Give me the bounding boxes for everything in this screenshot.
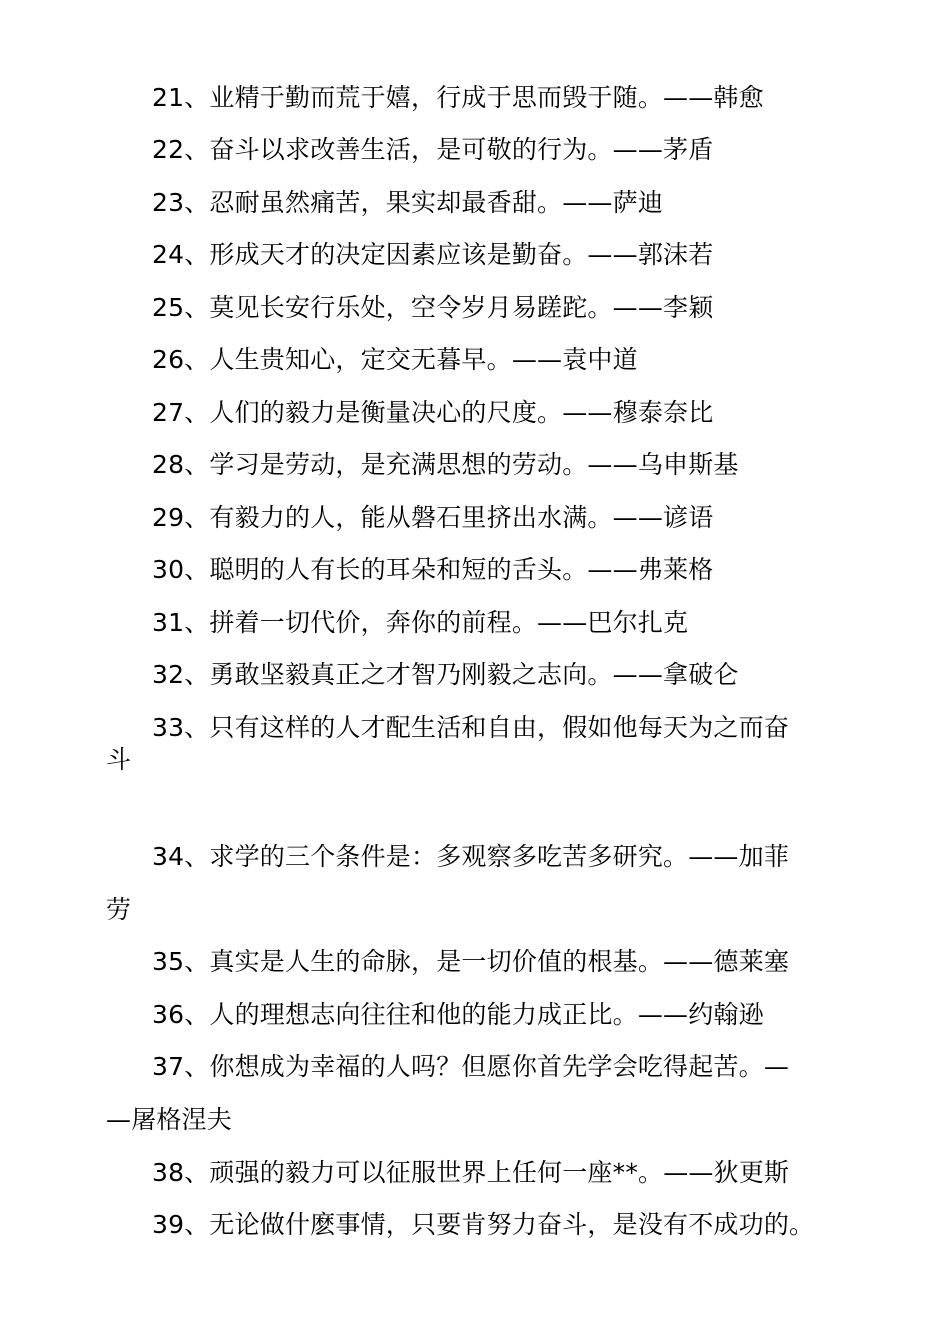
quote-24: 24、形成天才的决定因素应该是勤奋。——郭沫若 [152, 240, 714, 269]
quote-32: 32、勇敢坚毅真正之才智乃刚毅之志向。——拿破仑 [152, 660, 739, 689]
quote-34: 34、求学的三个条件是：多观察多吃苦多研究。——加菲 [152, 842, 790, 871]
quote-33: 33、只有这样的人才配生活和自由，假如他每天为之而奋 [152, 713, 790, 742]
quote-25: 25、莫见长安行乐处，空令岁月易蹉跎。——李颖 [152, 293, 714, 322]
quote-36: 36、人的理想志向往往和他的能力成正比。——约翰逊 [152, 1000, 764, 1029]
quote-39: 39、无论做什麽事情，只要肯努力奋斗，是没有不成功的。 [152, 1210, 815, 1239]
quote-28: 28、学习是劳动，是充满思想的劳动。——乌申斯基 [152, 450, 739, 479]
quote-27: 27、人们的毅力是衡量决心的尺度。——穆泰奈比 [152, 398, 714, 427]
quote-35: 35、真实是人生的命脉，是一切价值的根基。——德莱塞 [152, 947, 790, 976]
quote-30: 30、聪明的人有长的耳朵和短的舌头。——弗莱格 [152, 555, 714, 584]
quote-22: 22、奋斗以求改善生活，是可敬的行为。——茅盾 [152, 135, 714, 164]
quote-37: 37、你想成为幸福的人吗？但愿你首先学会吃得起苦。— [152, 1052, 790, 1081]
quote-33-continuation: 斗 [106, 745, 132, 774]
quote-26: 26、人生贵知心，定交无暮早。——袁中道 [152, 345, 638, 374]
quote-29: 29、有毅力的人，能从磐石里挤出水满。——谚语 [152, 503, 714, 532]
quote-21: 21、业精于勤而荒于嬉，行成于思而毁于随。——韩愈 [152, 83, 764, 112]
quote-37-continuation: —屠格涅夫 [106, 1105, 233, 1134]
quote-31: 31、拼着一切代价，奔你的前程。——巴尔扎克 [152, 608, 689, 637]
quote-34-continuation: 劳 [106, 895, 132, 924]
quote-38: 38、顽强的毅力可以征服世界上任何一座**。——狄更斯 [152, 1158, 790, 1187]
quote-23: 23、忍耐虽然痛苦，果实却最香甜。——萨迪 [152, 188, 664, 217]
